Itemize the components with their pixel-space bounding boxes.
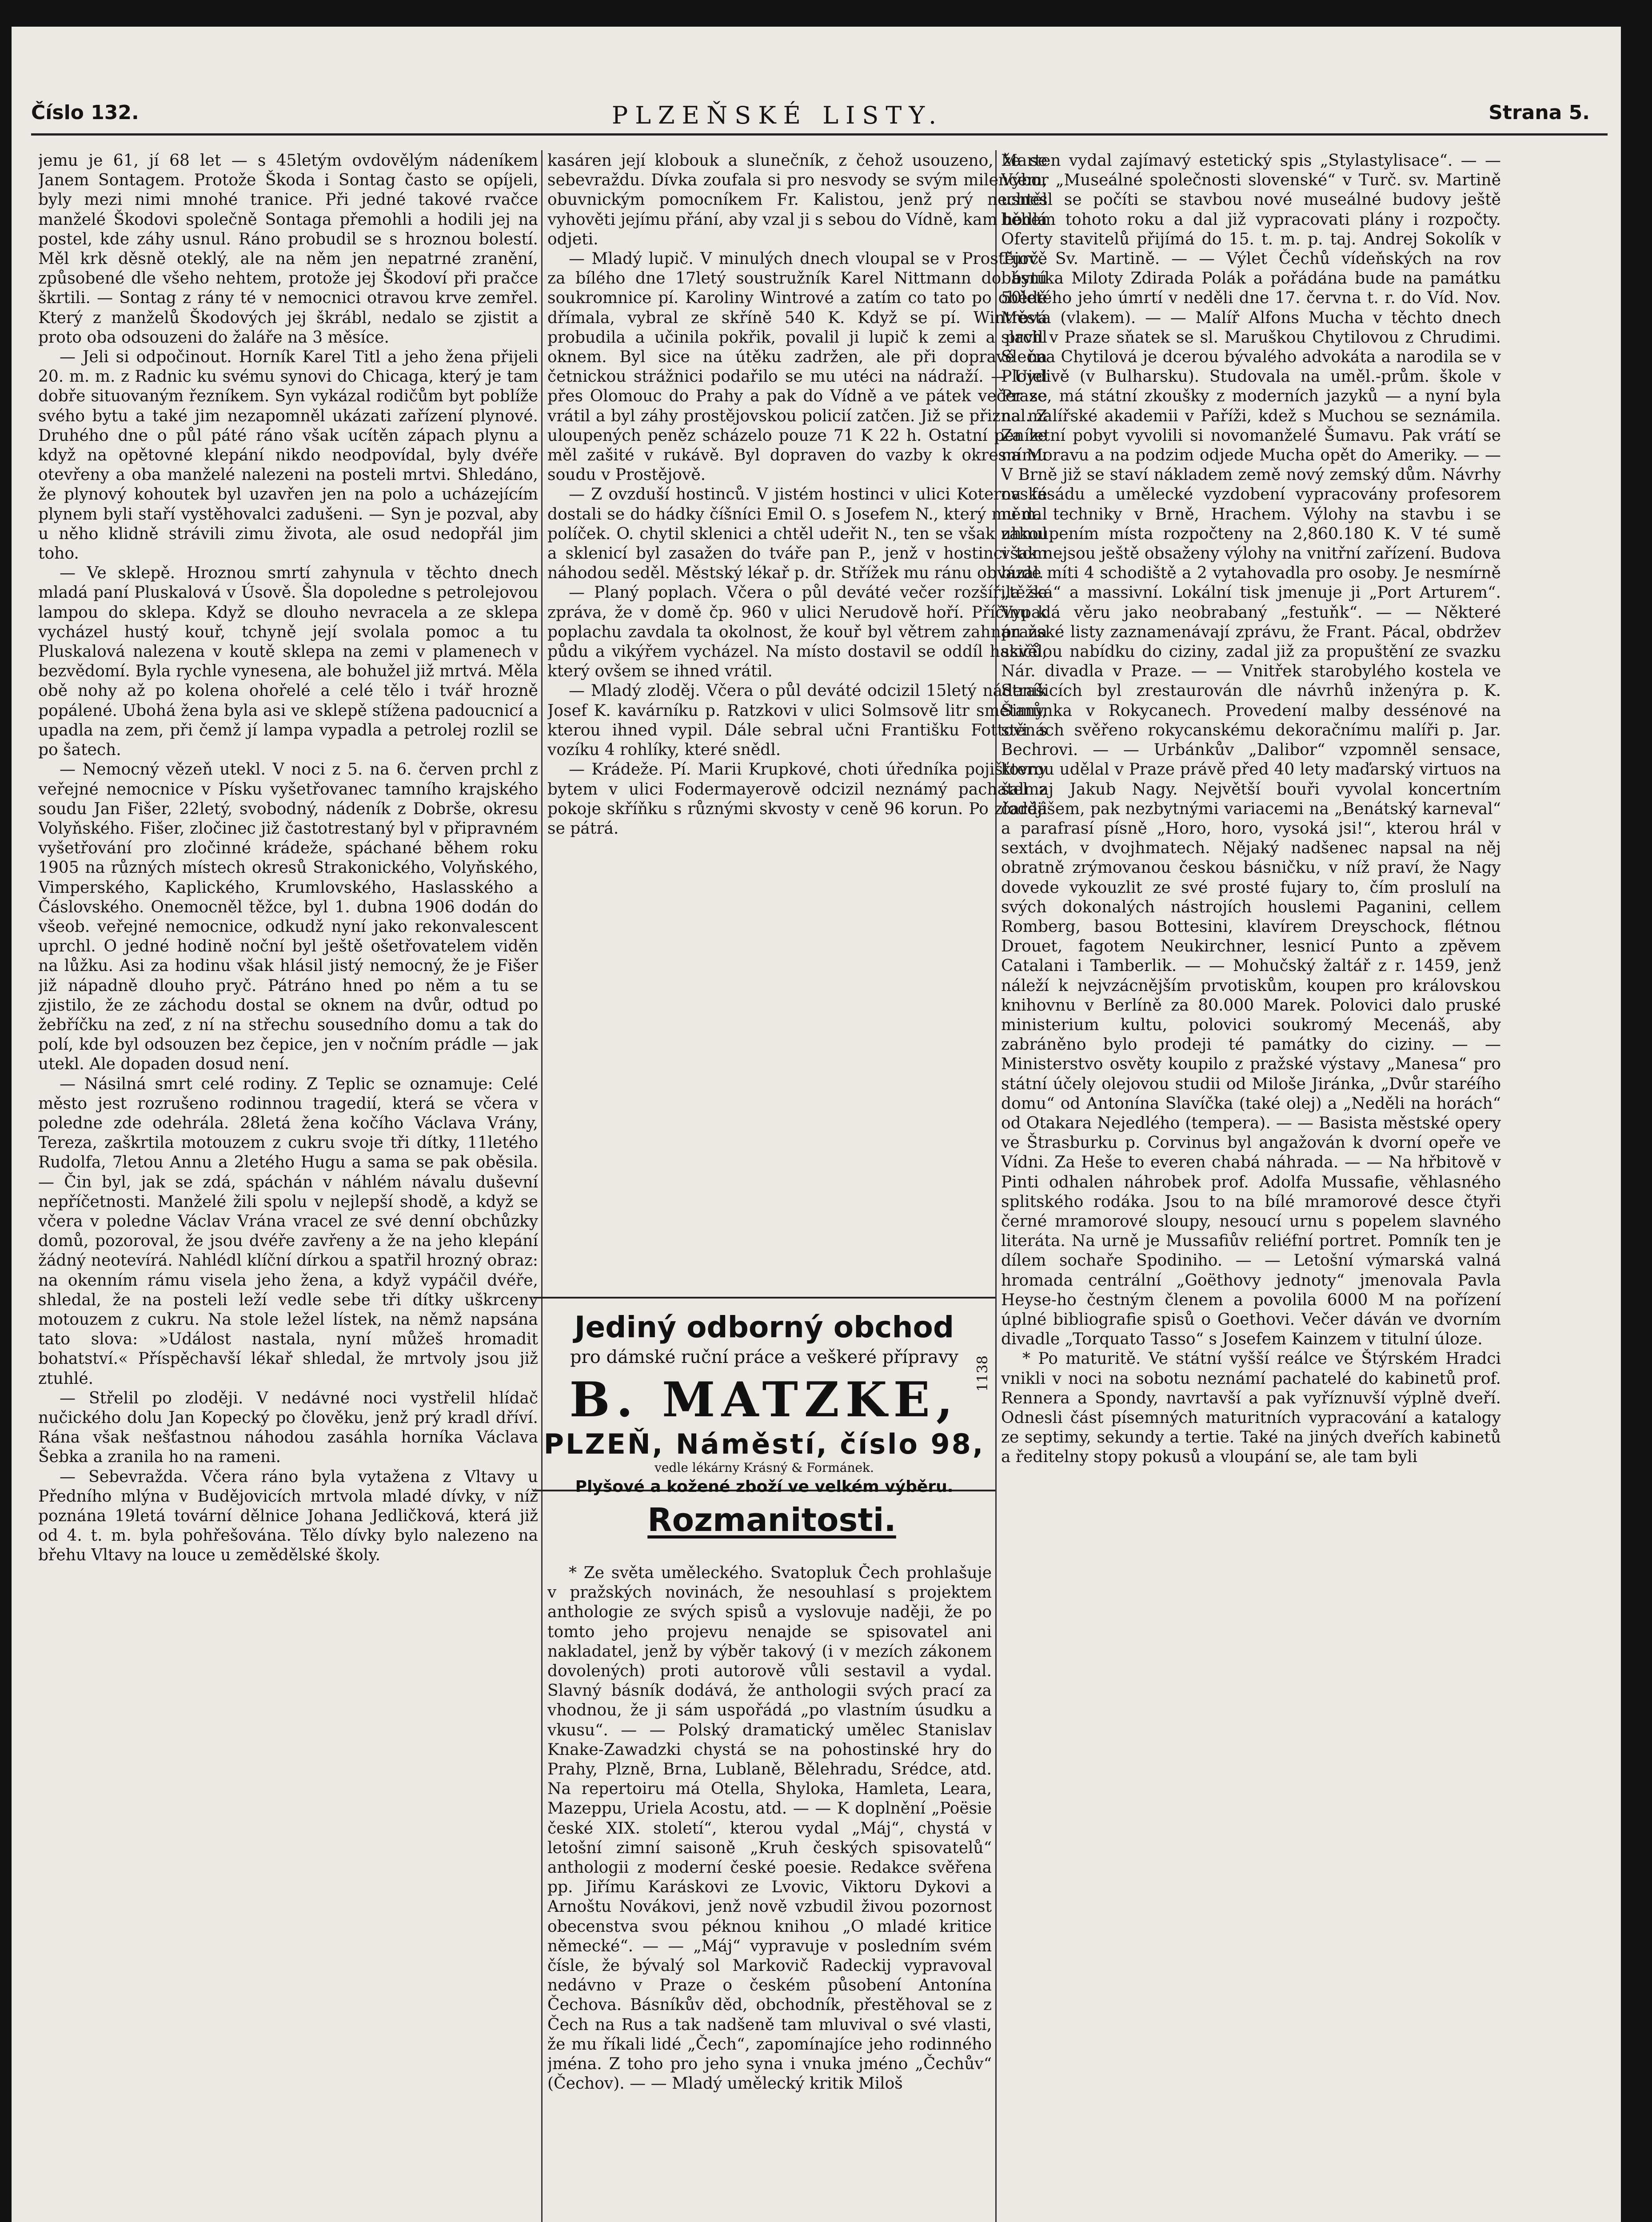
article-paragraph: — Mladý zloděj. Včera o půl deváté odcizil 15letý nádeník Josef K. kavárníku p. Ratzkovi v ulici Solmsově litr smetany, kterou ihned vypil. Dále sebral učni Františku Fottovi s vozíku 4 rohlíky, které snědl. [547, 682, 1047, 759]
ad-company-name: B. MATZKE, [569, 1372, 959, 1428]
advertisement [533, 1297, 995, 1496]
article-paragraph: jemu je 61, jí 68 let — s 45letým ovdovělým nádeníkem Janem Sontagem. Protože Škoda i Sontag často se opíjeli, byly mezi nimi mnohé tranice. Při jedné takové rvačce manželé Škodovi společně Sontaga přemohli a hodili jej na postel, kde záhy usnul. Ráno probudil se s hroznou bolestí. Měl krk děsně oteklý, ale na něm jen nepatrné zranění, způsobené dle všeho nehtem, protože jej Škodoví při pračce škrtili. — Sontag z rány té v nemocnici otravou krve zemřel. Který z manželů Škodových jej škrábl, nedalo se zjistit a proto oba odsouzeni do žaláře na 3 měsíce. [38, 152, 538, 347]
scan-border-right [1621, 0, 1652, 2222]
article-paragraph: — Krádeže. Pí. Marii Krupkové, choti úředníka pojišťovny bytem v ulici Fodermayerově odcizil neznámý pachatel z pokoje skříňku s různými skvosty v ceně 96 korun. Po zloději se pátrá. [547, 760, 1047, 838]
article-paragraph: — Mladý lupič. V minulých dnech vloupal se v Prostějově za bílého dne 17letý soustružník Karel Nittmann do bytu soukromnice pí. Karoliny Wintrové a zatím co tato po obědě dřímala, vybral ze skříně 540 K. Když se pí. Wintrová probudila a učinila pokřik, povalil ji lupič k zemi a prchl oknem. Byl sice na útěku zadržen, ale při dopravě na četnickou strážnici podařilo se mu utéci na nádraží. — Ujel přes Olomouc do Prahy a pak do Vídně a ve pátek večer se vrátil a byl záhy prostějovskou policií zatčen. Již se přiznal. Z uloupených peněz scházelo pouze 71 K 22 h. Ostatní peníze měl zašité v rukávě. Byl dopraven do vazby k okresnímu soudu v Prostějově. [547, 250, 1047, 484]
ad-title: Jediný odborný obchod [574, 1310, 954, 1344]
column-3 [1001, 151, 1501, 2222]
column-1 [38, 151, 538, 2222]
scan-border-top [0, 0, 1652, 27]
newspaper-title: PLZEŇSKÉ LISTY. [611, 101, 944, 129]
article-paragraph: — Nemocný vězeň utekl. V noci z 5. na 6. červen prchl z veřejné nemocnice v Písku vyšetřovanec tamního krajského soudu Jan Fišer, 22letý, svobodný, nádeník z Dobrše, okresu Volyňského. Fišer, zločinec již častotrestaný byl v připravném vyšetřování pro zločinné krádeže, spáchané během roku 1905 na různých místech okresů Strakonického, Volyňského, Vimperského, Kaplického, Krumlovského, Haslasského a Čáslovského. Onemocněl těžce, byl 1. dubna 1906 dodán do všeob. veřejné nemocnice, odkudž nyní jako rekonvalescent uprchl. O jedné hodině noční byl ještě ošetřovatelem viděn na lůžku. Asi za hodinu však hlásil jistý nemocný, že je Fišer již nápadně dlouho pryč. Pátráno hned po něm a tu se zjistilo, že ze záchodu dostal se oknem na dvůr, odtud po žebříčku na zeď, z ní na střechu sousedního domu a tak do polí, kde byl odsouzen bez čepice, jen v nočním prádle — jak utekl. Ale dopaden dosud není. [38, 760, 538, 1074]
ad-number: 1138 [974, 1355, 991, 1392]
article-paragraph: — Jeli si odpočinout. Horník Karel Titl a jeho žena přijeli 20. m. m. z Radnic ku svému synovi do Chicaga, který je tam dobře situovaným řezníkem. Syn vykázal rodičům byt poblíže svého bytu a také jim nezapomněl ukázati zařízení plynové. Druhého dne o půl páté ráno však ucítěn zápach plynu a když na opětovné klepání nikdo neodpovídal, byly dvéře otevřeny a oba manželé nalezeni na posteli mrtvi. Shledáno, že plynový kohoutek byl uzavřen jen na polo a ucházejícím plynem byli staří vystěhovalci zadušeni. — Syn je pozval, aby u něho klidně strávili zimu života, ale osud nedopřál jim toho. [38, 348, 538, 563]
scan-border-left [0, 0, 12, 2222]
article-paragraph: — Ve sklepě. Hroznou smrtí zahynula v těchto dnech mladá paní Pluskalová v Úsově. Šla dopoledne s petrolejovou lampou do sklepa. Když se dlouho nevracela a ze sklepa vycházel hustý kouř, tchyně její svolala pomoc a tu Pluskalová nalezena v koutě sklepa na zemi v plamenech v bezvědomí. Byla rychle vynesena, ale bohužel již mrtvá. Měla obě nohy až po kolena ohořelé a celé tělo i tvář hrozně popálené. Ubohá žena byla asi ve sklepě stížena padoucnicí a upadla na zem, při čemž jí lampa vypadla a petrolej rozlil se po šatech. [38, 564, 538, 759]
ad-note: vedle lékárny Krásný & Formánek. [654, 1460, 874, 1475]
column-2 [547, 151, 1047, 1289]
article-paragraph: Marten vydal zajímavý estetický spis „Stylastylisace“. — — Výbor „Museálné společnosti slovenské“ v Turč. sv. Martině usnesl se počíti se stavbou nové museálné budovy ještě během tohoto roku a dal již vypracovati plány i rozpočty. Oferty stavitelů přijímá do 15. t. m. p. taj. Andrej Sokolík v Turč. Sv. Martině. — — Výlet Čechů vídeňských na rov básníka Miloty Zdirada Polák a pořádána bude na památku 50letého jeho úmrtí v neděli dne 17. června t. r. do Víd. Nov. Města (vlakem). — — Malíř Alfons Mucha v těchto dnech slavil v Praze sňatek se sl. Maruškou Chytilovou z Chrudimi. Slečna Chytilová je dcerou bývalého advokáta a narodila se v Plovdivě (v Bulharsku). Studovala na uměl.-prům. škole v Praze, má státní zkoušky z moderních jazyků — a nyní byla na malířské akademii v Paříži, kdež s Muchou se seznámila. Za letní pobyt vyvolili si novomanželé Šumavu. Pak vrátí se na Moravu a na podzim odjede Mucha opět do Ameriky. — — V Brně již se staví nákladem země nový zemský dům. Návrhy na fasádu a umělecké vyzdobení vypracovány profesorem něm. techniky v Brně, Hrachem. Výlohy na stavbu i se zakoupením místa rozpočteny na 2,860.180 K. V té sumě však nejsou ještě obsaženy výlohy na vnitřní zařízení. Budova bude míti 4 schodiště a 2 vytahovadla pro osoby. Je nesmírně „těžká“ a massivní. Lokální tisk jmenuje ji „Port Arturem“. Vypadá věru jako neobrabaný „festuňk“. — — Některé pražské listy zaznamenávají zprávu, že Frant. Pácal, obdržev skvělou nabídku do ciziny, zadal již za propuštění ze svazku Nár. divadla v Praze. — — Vnitřek starobylého kostela ve Strašicích byl zrestaurován dle návrhů inženýra p. K. Šimůnka v Rokycanech. Provedení malby dessénové na stěnách svěřeno rokycanskému dekoračnímu malíři p. Jar. Bechrovi. — — Urbánkův „Dalibor“ vzpomněl sensace, kterou udělal v Praze právě před 40 lety maďarský virtuos na šalmaj Jakub Nagy. Největší bouři vyvolal koncertním čardášem, pak nezbytnými variacemi na „Benátský karneval“ a parafrasí písně „Horo, horo, vysoká jsi!“, kterou hrál v sextách, v dvojhmatech. Nějaký nadšenec napsal na něj obratně zrýmovanou českou básničku, v níž praví, že Nagy dovede vykouzlit ze své prosté fujary to, čím proslulí na svých dokonalých nástrojích houslemi Paganini, cellem Romberg, basou Bottesini, klavírem Dreyschock, flétnou Drouet, fagotem Neukirchner, lesnicí Punto a zpěvem Catalani i Tamberlik. — — Mohučský žaltář z r. 1459, jenž náleží k nejvzácnějším prvotiskům, koupen pro královskou knihovnu v Berlíně za 80.000 Marek. Polovici dalo pruské ministerium kultu, polovici soukromý Mecenáš, aby zabráněno bylo prodeji té památky do ciziny. — — Ministerstvo osvěty koupilo z pražské výstavy „Manesa“ pro státní účely olejovou studii od Miloše Jiránka, „Dvůr staréího domu“ od Antonína Slavíčka (také olej) a „Neděli na horách“ od Otakara Nejedlého (tempera). — — Basista městské opery ve Štrasburku p. Corvinus byl angažován k dvorní opeře ve Vídni. Za Heše to everen chabá náhrada. — — Na hřbitově v Pinti odhalen náhrobek prof. Adolfa Mussafie, věhlasného splitského rodáka. Jsou to na bílé mramorové desce čtyři černé mramorové sloupy, nesoucí urnu s popelem slavného literáta. Na urně je Mussafiův reliéfní portret. Pomník ten je dílem sochaře Spodiniho. — — Letošní výmarská valná hromada centrální „Goëthovy jednoty“ jmenovala Pavla Heyse-ho čestným členem a povolila 6000 M na pořízení úplné bibliografie spisů o Goethovi. Večer dáván ve dvorním divadle „Torquato Tasso“ s Josefem Kainzem v titulní úloze. [1001, 152, 1501, 1349]
article-paragraph: kasáren její klobouk a slunečník, z čehož usouzeno, že se sebevraždu. Dívka zoufala si pro nesvody se svým milencem, obuvnickým pomocníkem Fr. Kalistou, jenž prý nechtěl vyhověti jejímu přání, aby vzal ji s sebou do Vídně, kam hodlá odjeti. [547, 152, 1047, 248]
ad-address: PLZEŇ, Náměstí, číslo 98, [543, 1428, 985, 1460]
page-number: Strana 5. [1488, 101, 1590, 124]
ad-subtitle: pro dámské ruční práce a veškeré přípravy [570, 1347, 959, 1367]
header-rule [31, 133, 1608, 136]
column-divider [541, 150, 543, 2222]
ad-goods: Plyšové a kožené zboží ve velkém výběru. [575, 1478, 954, 1496]
article-paragraph: * Po maturitě. Ve státní vyšší reálce ve Štýrském Hradci vnikli v noci na sobotu neznámí pachatelé do kabinetů prof. Rennera a Spondy, navrtavší a pak vyříznuvší výplně dveří. Odnesli část písemných maturitních vypracování a katalogy ze septimy, sekundy a tertie. Také na jiných dveřích kabinetů a ředitelny stopy pokusů a vloupání se, ale tam byli [1001, 1350, 1501, 1467]
article-paragraph: — Planý poplach. Včera o půl deváté večer rozšířila se zpráva, že v domě čp. 960 v ulici Nerudově hoří. Příčinu k poplachu zavdala ta okolnost, že kouř byl větrem zahnán na půdu a vikýřem vycházel. Na místo dostavil se oddíl hasičů, který ovšem se ihned vrátil. [547, 583, 1047, 681]
column-2-lower [547, 1563, 992, 2222]
issue-number: Číslo 132. [31, 101, 139, 124]
article-paragraph: — Násilná smrt celé rodiny. Z Teplic se oznamuje: Celé město jest rozrušeno rodinnou tragedií, která se včera v poledne zde odehrála. 28letá žena kočího Václava Vrány, Tereza, zaškrtila motouzem z cukru svoje tři dítky, 11letého Rudolfa, 7letou Annu a 2letého Hugu a sama se pak oběsila. — Čin byl, jak se zdá, spáchán v náhlém návalu duševní nepříčetnosti. Manželé žili spolu v nejlepší shodě, a když se včera v poledne Václav Vrána vracel ze své denní obchůzky domů, pozoroval, že jsou dvéře zavřeny a že na jeho klepání žádný neotevírá. Nahlédl klíční dírkou a spatřil hrozný obraz: na okenním rámu visela jeho žena, a když vypáčil dvéře, shledal, že na posteli leží vedle sebe tři dítky uškrceny motouzem z cukru. Na stole ležel lístek, na němž napsána tato slova: »Událost nastala, nyní můžeš hromadit bohatství.« Příspěchavší lékař shledal, že mrtvoly jsou již ztuhlé. [38, 1075, 538, 1388]
article-paragraph: * Ze světa uměleckého. Svatopluk Čech prohlašuje v pražských novinách, že nesouhlasí s projektem anthologie ze svých spisů a vyslovuje naději, že po tomto jeho projevu nenajde se spisovatel ani nakladatel, jenž by výběr takový (i v mezích zákonem dovolených) proti autorově vůli sestavil a vydal. Slavný básník dodává, že anthologii svých prací za vhodnou, že ji sám uspořádá „po vlastním úsudku a vkusu“. — — Polský dramatický umělec Stanislav Knake-Zawadzki chystá se na pohostinské hry do Prahy, Plzně, Brna, Lublaně, Bělehradu, Srédce, atd. Na repertoiru má Otella, Shyloka, Hamleta, Leara, Mazeppu, Uriela Acostu, atd. — — K doplnění „Poësie české XIX. století“, kterou vydal „Máj“, chystá v letošní zimní saisoně „Kruh českých spisovatelů“ anthologii z moderní české poesie. Redakce svěřena pp. Jiřímu Karáskovi ze Lvovic, Viktoru Dykovi a Arnoštu Novákovi, jenž nově vzbudil živou pozornost obecenstva svou péknou knihou „O mladé kritice německé“. — — „Máj“ vypravuje v posledním svém čísle, že bývalý sol Markovič Radeckij vypravoval nedávno v Praze o českém působení Antonína Čechova. Básníkův děd, obchodník, přestěhoval se z Čech na Rus a tak nadšeně tam mluvival o své vlasti, že mu říkali lidé „Čech“, zapomínajíce jeho rodinného jména. Z toho pro jeho syna i vnuka jméno „Čechův“ (Čechov). — — Mladý umělecký kritik Miloš [547, 1564, 992, 2093]
section-heading: Rozmanitosti. [647, 1501, 896, 1539]
article-paragraph: — Sebevražda. Včera ráno byla vytažena z Vltavy u Předního mlýna v Budějovicích mrtvola mladé dívky, v níž poznána 19letá tovární dělnice Johana Jedličková, která již od 4. t. m. byla pohřešována. Tělo dívky bylo nalezeno na břehu Vltavy na louce u zemědělské školy. [38, 1467, 538, 1565]
article-paragraph: — Střelil po zloději. V nedávné noci vystřelil hlídač nučického dolu Jan Kopecký po člověku, jenž prý kradl dříví. Rána však nešťastnou náhodou zasáhla horníka Václava Šebka a zranila ho na rameni. [38, 1389, 538, 1467]
article-paragraph: — Z ovzduší hostinců. V jistém hostinci v ulici Koterovské dostali se do hádky číšníci Emil O. s Josefem N., který mu dal políček. O. chytil sklenici a chtěl udeřit N., ten se však uhnul a sklenicí byl zasažen do tváře pan P., jenž v hostinci tom náhodou seděl. Městský lékař p. dr. Střížek mu ránu obvázal. [547, 485, 1047, 583]
